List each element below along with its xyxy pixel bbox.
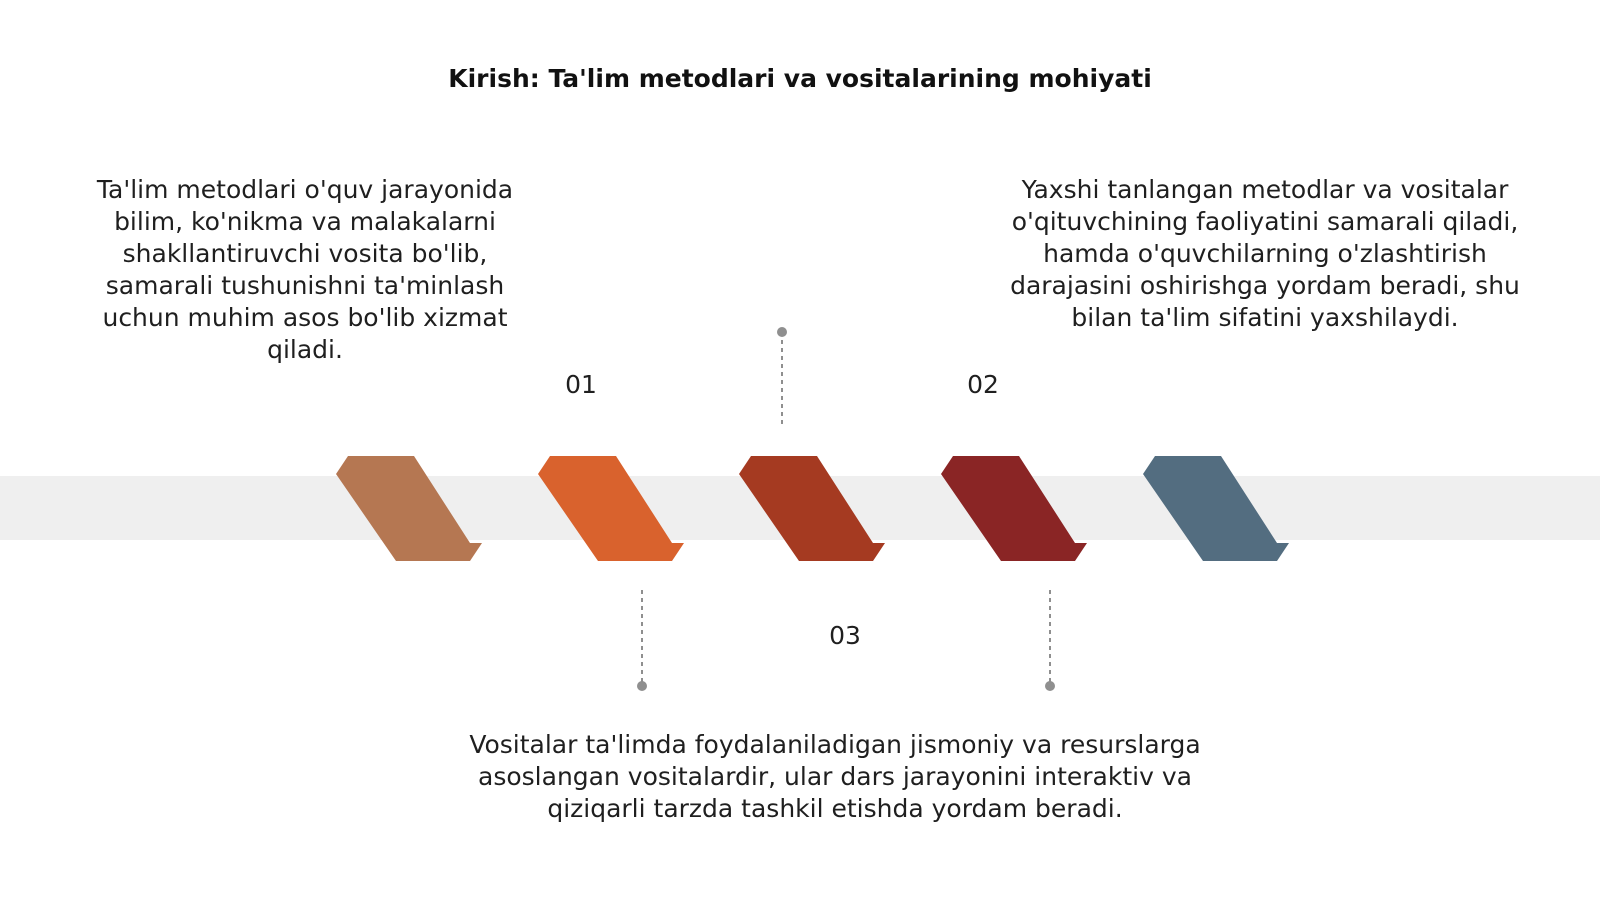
- step-number-03: 03: [829, 621, 861, 650]
- step-number-01: 01: [565, 370, 597, 399]
- text-block-02: Yaxshi tanlangan metodlar va vositalar o'qituvchining faoliyatini samarali qiladi, hamda o'quvchilarning o'zlashtirish darajasini oshirishga yordam beradi, shu bilan ta'lim sifatini yaxshilaydi.: [1010, 175, 1520, 332]
- step-number-02: 02: [967, 370, 999, 399]
- connector-bottom-left-dot: [637, 681, 647, 691]
- connector-bottom-right-dot: [1045, 681, 1055, 691]
- timeline-chevron-2: [538, 456, 684, 561]
- timeline-chevron-4: [941, 456, 1087, 561]
- page-title: Kirish: Ta'lim metodlari va vositalarining mohiyati: [448, 64, 1152, 93]
- text-block-03: Vositalar ta'limda foydalaniladigan jismoniy va resurslarga asoslangan vositalardir, ular dars jarayonini interaktiv va qiziqarli tarzda tashkil etishda yordam beradi.: [469, 730, 1201, 823]
- timeline-chevron-5: [1143, 456, 1289, 561]
- text-block-01: Ta'lim metodlari o'quv jarayonida bilim, ko'nikma va malakalarni shakllantiruvchi vosita bo'lib, samarali tushunishni ta'minlash uchun muhim asos bo'lib xizmat qiladi.: [96, 175, 514, 364]
- timeline-chevron-1: [336, 456, 482, 561]
- connector-top-dot: [777, 327, 787, 337]
- timeline-chevron-3: [739, 456, 885, 561]
